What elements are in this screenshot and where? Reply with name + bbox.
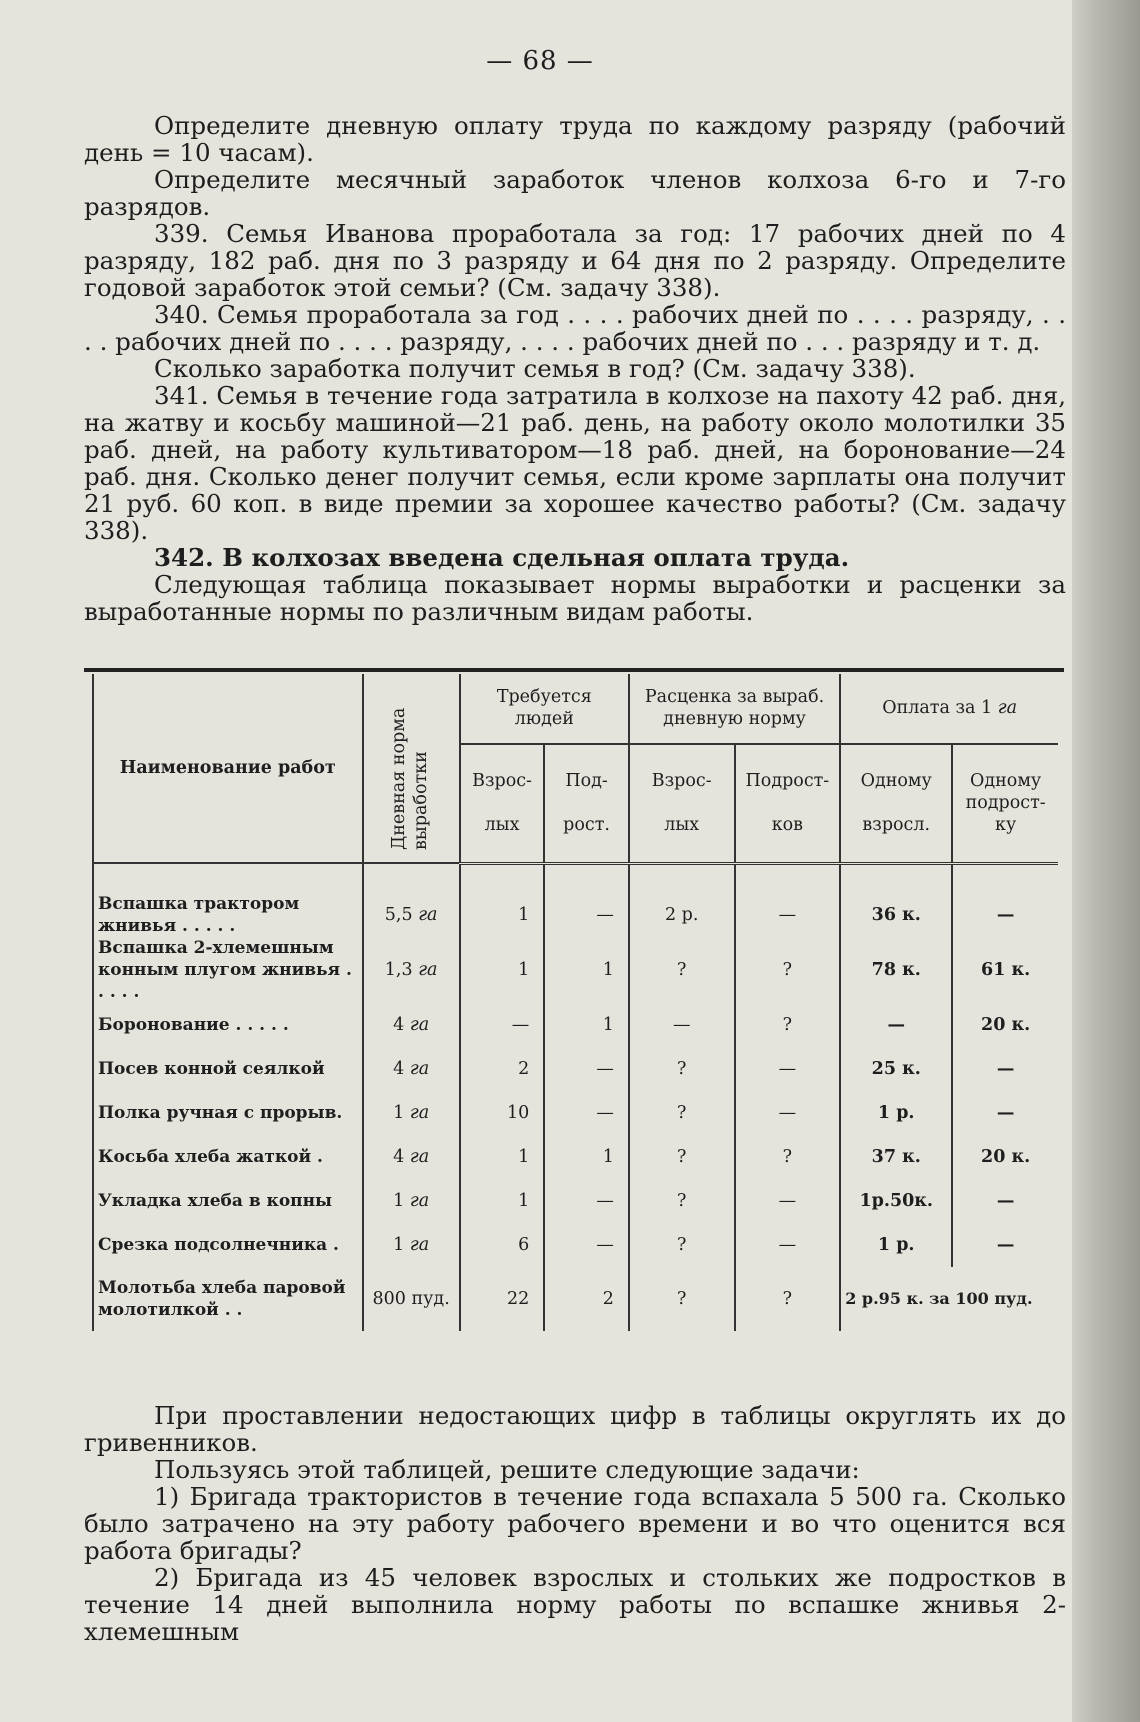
rate-teens-cell: — xyxy=(735,1223,841,1267)
table-row xyxy=(93,1047,1058,1091)
rate-teens-cell: ? xyxy=(735,1267,841,1331)
pay-teen-cell: — xyxy=(996,904,1015,925)
pay-adult-cell: 1р.50к. xyxy=(840,1179,952,1223)
paragraph: Следующая таблица показывает нормы выработки и расценки за выработанные нормы по различным видам работы. xyxy=(84,570,1066,626)
problem-text-bottom xyxy=(84,1402,1066,1645)
work-name-cell: Укладка хлеба в копны xyxy=(93,1179,363,1223)
rate-teens-cell: ? xyxy=(735,1003,841,1047)
daily-norm-cell xyxy=(363,1135,460,1179)
page-number: — 68 — xyxy=(486,46,594,76)
paragraph: 342. В колхозах введена сдельная оплата труда. xyxy=(154,543,850,572)
teens-cell: — xyxy=(544,893,629,937)
paragraph: Сколько заработка получит семья в год? (См. задачу 338). xyxy=(154,354,916,383)
header-daily-norm: Дневная норма выработки xyxy=(363,674,460,863)
pay-adult-cell: 1 р. xyxy=(840,1223,952,1267)
norm-unit: га xyxy=(418,904,438,925)
adults-cell: 1 xyxy=(460,937,545,1003)
norm-unit: га xyxy=(418,959,438,980)
rate-adults-cell: — xyxy=(629,1003,735,1047)
table-row xyxy=(93,1267,1058,1331)
teens-cell: 2 xyxy=(544,1267,629,1331)
daily-norm-cell xyxy=(363,937,460,1003)
paragraph: 2) Бригада из 45 человек взрослых и стольких же подростков в течение 14 дней выполнила норму работы по вспашке жнивья 2-хлемешным xyxy=(84,1563,1066,1646)
paragraph: При проставлении недостающих цифр в таблицы округлять их до гривенников. xyxy=(84,1401,1066,1457)
norm-value: 1 xyxy=(393,1102,405,1123)
pay-teen-cell: — xyxy=(996,1058,1015,1079)
header-rate-group: Расценка за выраб. дневную норму xyxy=(629,674,840,744)
rate-adults-cell: ? xyxy=(629,1267,735,1331)
work-name-cell: Косьба хлеба жаткой . xyxy=(93,1135,363,1179)
adults-cell: 1 xyxy=(460,893,545,937)
pay-teen-cell: — xyxy=(996,1234,1015,1255)
work-name-cell: Вспашка трактором жнивья . . . . . xyxy=(93,893,363,937)
header-rate-teens: Подрост- ков xyxy=(735,744,841,863)
norm-unit: га xyxy=(409,1102,430,1123)
teens-cell: 1 xyxy=(544,937,629,1003)
table-row xyxy=(93,937,1058,1003)
header-teens: Под- рост. xyxy=(544,744,629,863)
header-row-1 xyxy=(93,674,1058,744)
adults-cell: 1 xyxy=(460,1179,545,1223)
norm-value: 4 xyxy=(393,1146,405,1167)
table-row xyxy=(93,1003,1058,1047)
table-spacer xyxy=(93,863,1058,893)
teens-cell: — xyxy=(544,1091,629,1135)
rate-teens-cell: ? xyxy=(735,937,841,1003)
daily-norm-cell xyxy=(363,1267,460,1331)
rate-teens-cell: ? xyxy=(735,1135,841,1179)
adults-cell: — xyxy=(460,1003,545,1047)
table-row xyxy=(93,1223,1058,1267)
rate-adults-cell: 2 р. xyxy=(629,893,735,937)
pay-teen-cell: — xyxy=(996,1190,1015,1211)
pay-adult-cell: 78 к. xyxy=(840,937,952,1003)
norm-value: 1 xyxy=(393,1234,405,1255)
rate-teens-cell: — xyxy=(735,893,841,937)
daily-norm-cell xyxy=(363,1003,460,1047)
rate-adults-cell: ? xyxy=(629,1091,735,1135)
header-name: Наименование работ xyxy=(93,674,363,863)
paragraph: Определите дневную оплату труда по каждому разряду (рабочий день = 10 часам). xyxy=(84,111,1066,167)
work-name-cell: Боронование . . . . . xyxy=(93,1003,363,1047)
work-name-cell: Молотьба хлеба паровой молотилкой . . xyxy=(93,1267,363,1331)
norm-unit: га xyxy=(409,1146,430,1167)
header-pay-teen: Одному подрост- ку xyxy=(952,744,1058,863)
pay-teen-cell: 61 к. xyxy=(981,959,1031,980)
header-pay-group: Оплата за 1 га xyxy=(840,674,1058,744)
work-name-cell: Вспашка 2-хлемешным конным плугом жнивья . . . . . xyxy=(93,937,363,1003)
norm-value: 4 xyxy=(393,1058,405,1079)
norm-unit: га xyxy=(409,1014,430,1035)
table-body xyxy=(93,893,1058,1331)
pay-adult-cell: 2 р.95 к. за 100 пуд. xyxy=(845,1288,1033,1308)
daily-norm-cell xyxy=(363,1223,460,1267)
pay-adult-cell: 36 к. xyxy=(840,893,952,937)
pay-adult-cell: 37 к. xyxy=(840,1135,952,1179)
paragraph: 1) Бригада трактористов в течение года вспахала 5 500 га. Сколько было затрачено на эту работу рабочего времени и во что оценится вся работа бригады? xyxy=(84,1482,1066,1565)
daily-norm-cell xyxy=(363,1047,460,1091)
table-row xyxy=(93,1179,1058,1223)
norm-value: 4 xyxy=(393,1014,405,1035)
norm-unit: га xyxy=(409,1190,430,1211)
paragraph: 339. Семья Иванова проработала за год: 17 рабочих дней по 4 разряду, 182 раб. дня по 3 разряду и 64 дня по 2 разряду. Определите годовой заработок этой семьи? (См. задачу 338). xyxy=(84,219,1066,302)
header-adults: Взрос- лых xyxy=(460,744,545,863)
work-name-cell: Срезка подсолнечника . xyxy=(93,1223,363,1267)
adults-cell: 6 xyxy=(460,1223,545,1267)
daily-norm-cell xyxy=(363,1179,460,1223)
adults-cell: 2 xyxy=(460,1047,545,1091)
work-norms-table xyxy=(92,674,1058,1331)
pay-teen-cell: 20 к. xyxy=(981,1014,1031,1035)
table-row xyxy=(93,1091,1058,1135)
rate-adults-cell: ? xyxy=(629,1179,735,1223)
pay-adult-cell: 25 к. xyxy=(840,1047,952,1091)
teens-cell: 1 xyxy=(544,1003,629,1047)
rate-teens-cell: — xyxy=(735,1091,841,1135)
binding-shadow xyxy=(1072,0,1140,1722)
pay-adult-cell: 1 р. xyxy=(840,1091,952,1135)
norm-value: 5,5 xyxy=(384,904,413,925)
teens-cell: — xyxy=(544,1179,629,1223)
header-rate-adults: Взрос- лых xyxy=(629,744,735,863)
paragraph: Пользуясь этой таблицей, решите следующие задачи: xyxy=(154,1455,860,1484)
daily-norm-cell xyxy=(363,893,460,937)
rate-adults-cell: ? xyxy=(629,1047,735,1091)
teens-cell: 1 xyxy=(544,1135,629,1179)
work-name-cell: Посев конной сеялкой xyxy=(93,1047,363,1091)
table-row xyxy=(93,893,1058,937)
pay-teen-cell: 20 к. xyxy=(981,1146,1031,1167)
header-pay-adult: Одному взросл. xyxy=(840,744,952,863)
teens-cell: — xyxy=(544,1047,629,1091)
table-top-rule xyxy=(84,668,1064,672)
norm-unit: га xyxy=(409,1058,430,1079)
norm-value: 1 xyxy=(393,1190,405,1211)
norm-unit: га xyxy=(409,1234,430,1255)
norm-value: 1,3 xyxy=(384,959,413,980)
paragraph: 340. Семья проработала за год . . . . рабочих дней по . . . . разряду, . . . . рабочих дней по . . . . разряду, . . . . рабочих дней по . . . разряду и т. д. xyxy=(84,300,1066,356)
problem-text-top xyxy=(84,112,1066,625)
paragraph: Определите месячный заработок членов колхоза 6-го и 7-го разрядов. xyxy=(84,165,1066,221)
adults-cell: 1 xyxy=(460,1135,545,1179)
paragraph: 341. Семья в течение года затратила в колхозе на пахоту 42 раб. дня, на жатву и косьбу машиной—21 раб. день, на работу около молотилки 35 раб. дней, на работу культиватором—18 раб. дней, на боронование—24 раб. дня. Сколько денег получит семья, если кроме зарплаты она получит 21 руб. 60 коп. в виде премии за хорошее качество работы? (См. задачу 338). xyxy=(84,381,1066,545)
norm-value: 800 пуд. xyxy=(372,1288,450,1309)
table-row xyxy=(93,1135,1058,1179)
pay-adult-cell: — xyxy=(840,1003,952,1047)
work-name-cell: Полка ручная с прорыв. xyxy=(93,1091,363,1135)
teens-cell: — xyxy=(544,1223,629,1267)
rate-adults-cell: ? xyxy=(629,1223,735,1267)
daily-norm-cell xyxy=(363,1091,460,1135)
header-people-group: Требуется людей xyxy=(460,674,629,744)
rate-teens-cell: — xyxy=(735,1179,841,1223)
pay-teen-cell: — xyxy=(996,1102,1015,1123)
rate-adults-cell: ? xyxy=(629,1135,735,1179)
adults-cell: 10 xyxy=(460,1091,545,1135)
rate-adults-cell: ? xyxy=(629,937,735,1003)
adults-cell: 22 xyxy=(460,1267,545,1331)
rate-teens-cell: — xyxy=(735,1047,841,1091)
